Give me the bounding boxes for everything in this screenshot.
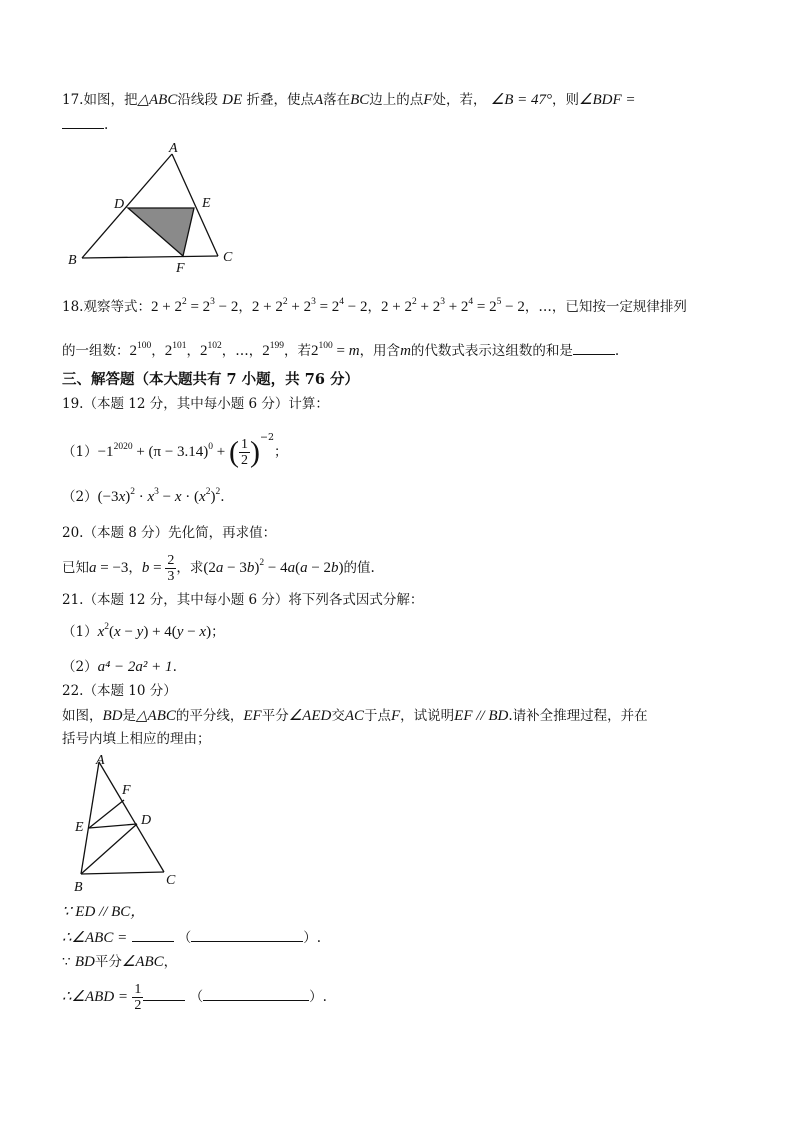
figure-bisector-triangle (66, 752, 196, 897)
answer-blank (62, 114, 104, 129)
label-F: F (176, 261, 185, 275)
label-D: D (141, 813, 152, 828)
label-E: E (75, 820, 84, 835)
q19-part2: $(2)(-3x)^2 \cdot x^3 - x \cdot (x^2)^2$. (62, 487, 225, 505)
q21-head: 21.（本题 12 分，其中每小题 6 分）将下列各式因式分解： (62, 592, 424, 608)
answer-blank (573, 340, 615, 355)
q19-head: 19.（本题 12 分，其中每小题 6 分）计算： (62, 396, 329, 412)
q21-part2: （2）a⁴ − 2a² + 1. (62, 659, 177, 675)
q17-line1: 17.如图，把△ABC沿线段 DE 折叠，使点A落在BC边上的点F处，若， ∠B = 47°，则∠BDF = (62, 92, 636, 108)
q22-line1: 如图，BD是△ABC的平分线，EF平分∠AED交AC于点F，试说明EF // BD.请补全推理过程，并在 (62, 708, 648, 724)
q22-line2: 括号内填上相应的理由； (62, 731, 211, 747)
label-A: A (96, 753, 105, 768)
q19-part1: $(1)-1^{2020} + (\pi - 3.14)^0$ + ( $\frac{1}{2}$ )$^{-2}$； (62, 432, 288, 469)
q20-given: 已知a = −3，b = $\frac{2}{3}$ ，求$(2a - 3b)^2 - 4a(a - 2b)$的值. (62, 553, 375, 584)
q22-head: 22.（本题 10 分） (62, 683, 177, 699)
label-E: E (202, 196, 211, 211)
label-A: A (169, 141, 178, 156)
label-B: B (68, 253, 77, 268)
label-C: C (166, 873, 176, 888)
answer-blank (132, 927, 174, 942)
q20-head: 20.（本题 8 分）先化简，再求值： (62, 525, 277, 541)
reason-blank (191, 927, 303, 942)
label-B: B (74, 880, 83, 895)
reason-blank (203, 986, 309, 1001)
q22-step2: ∴∠ABC = （ ）. (62, 927, 321, 948)
label-F: F (122, 783, 131, 798)
label-D: D (114, 197, 125, 212)
q18-line1: 18.观察等式：$2 + 2^2 = 2^3 - 2$，$2 + 2^2 + 2^3 = 2^4 - 2$，$2 + 2^2 + 2^3 + 2^4 = 2^5 - 2$，…，已知按一定规律排列 (62, 297, 687, 315)
label-C: C (223, 250, 233, 265)
q22-step1: ∵ ED // BC， (62, 904, 146, 920)
q17-line2: . (62, 114, 108, 135)
q22-step3: ∵ BD平分∠ABC， (62, 954, 178, 970)
q17-text: 17.如图，把 (62, 92, 138, 108)
angle-condition: ∠B = 47° (490, 92, 552, 108)
section-heading: 三、解答题（本大题共有 7 小题，共 76 分） (62, 371, 359, 388)
q22-step4: ∴∠ABD = $\frac{1}{2}$ （ ）. (62, 982, 327, 1013)
answer-blank (143, 986, 185, 1001)
figure-folded-triangle (60, 140, 240, 275)
q18-line2: 的一组数：$2^{100}$，$2^{101}$，$2^{102}$，…，$2^{199}$，若$2^{100} = m$，用含m的代数式表示这组数的和是 . (62, 341, 620, 359)
q21-part1: $(1)x^2(x - y) + 4(y - x)$； (62, 622, 225, 640)
